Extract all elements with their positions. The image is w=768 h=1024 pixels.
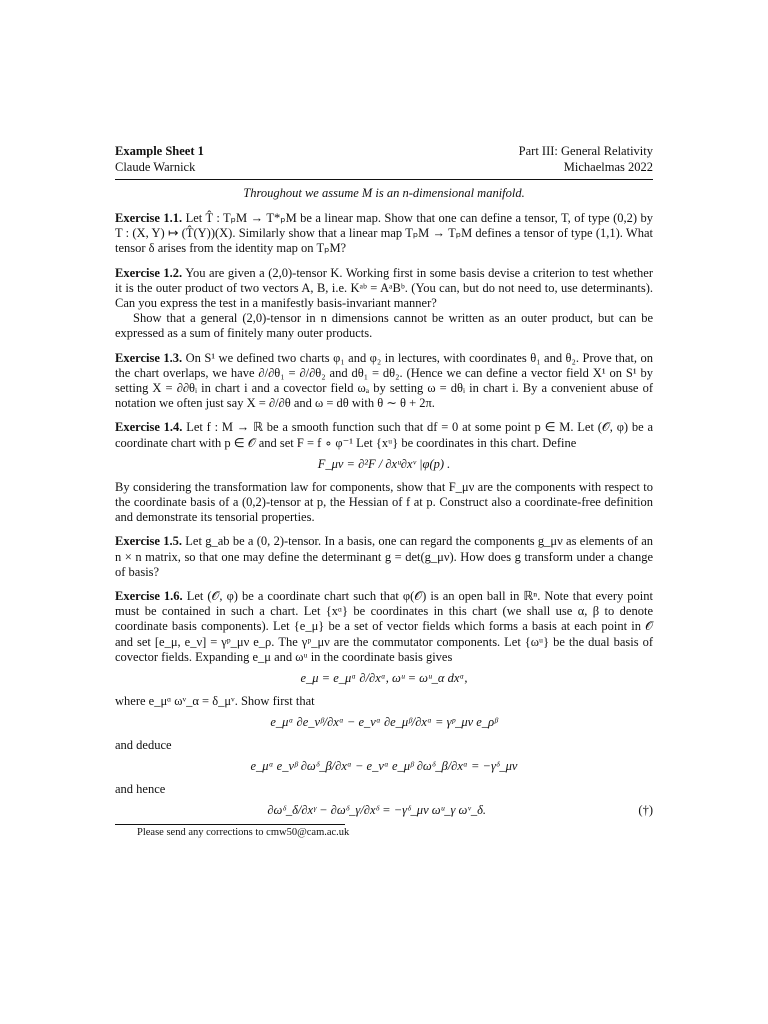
course-name: Part III: General Relativity: [518, 144, 653, 158]
equation-dual-commutator: e_μᵅ e_νᵝ ∂ωᵟ_β/∂xᵅ − e_νᵅ e_μᵝ ∂ωᵟ_β/∂xᵅ = −γᵟ_μν: [250, 759, 518, 774]
equation-dagger: [115, 803, 653, 818]
exercise-text: You are given a (2,0)-tensor K. Working first in some basis devise a criterion to test whether it is the outer product of two vectors A, B, i.e. Kᵃᵇ = AᵃBᵇ. (You can, but do not need to, use determinants). Can you express the test in a manifestly basis-invariant manner?: [115, 265, 653, 311]
header: [115, 143, 653, 175]
exercise-title: Exercise 1.1.: [115, 211, 183, 225]
exercise-title: Exercise 1.2.: [115, 265, 183, 280]
exercise-1-2: [115, 266, 653, 312]
header-rule: [115, 179, 653, 180]
sheet-title: Example Sheet 1: [115, 144, 204, 158]
term: Michaelmas 2022: [563, 160, 653, 174]
exercise-1-1: [115, 211, 653, 257]
exercise-title: Exercise 1.4.: [115, 420, 183, 435]
exercise-1-4-part2: By considering the transformation law for components, show that F_μν are the components with respect to the coordinate basis of a (0,2)-tensor at p, the Hessian of f at p. Construct also a coordinate-free definition and demonstrate its tensorial properties.: [115, 479, 653, 525]
exercise-1-4: [115, 420, 653, 450]
footnote-rule: [115, 824, 345, 825]
exercise-1-3: [115, 351, 653, 412]
exercise-text: Let (𝒪, φ) be a coordinate chart such that φ(𝒪) is an open ball in ℝⁿ. Note that every point must be contained in such a chart. Let {xᵅ} be coordinates in this chart (we shall use α, β to denote coordinate basis components). Let {e_μ} be a set of vector fields which forms a basis at each point in 𝒪 and set [e_μ, e_ν] = γᵖ_μν e_ρ. The γᵖ_μν are the commutator components. Let {ωᵘ} be the dual basis of covector fields. Expanding e_μ and ωᵘ in the coordinate basis gives: [115, 589, 653, 664]
exercise-text: On S¹ we defined two charts φ₁ and φ₂ in lectures, with coordinates θ₁ and θ₂. Prove that, on the chart overlaps, we have ∂/∂θ₁ = ∂/∂θ₂ and dθ₁ = dθ₂. (Hence we can define a vector field X¹ on S¹ by setting X = ∂∂θᵢ in chart i and a covector field ωₐ by setting ω = dθᵢ in chart i. By a convenient abuse of notation we often just say X = ∂/∂θ and ω = dθ with θ ∼ θ + 2π.: [115, 350, 653, 411]
exercise-text: Let g_ab be a (0, 2)-tensor. In a basis, one can regard the components g_μν as elements of an n × n matrix, so that one may define the determinant g = det(g_μν). How does g transform under a change of basis?: [115, 534, 654, 579]
exercise-text: Let f : M → ℝ be a smooth function such that df = 0 at some point p ∈ M. Let (𝒪, φ) be a coordinate chart with p ∈ 𝒪 and set F = f ∘ φ⁻¹ Let {xᵘ} be coordinates in this chart. Define: [115, 420, 653, 450]
exercise-1-5: [115, 534, 653, 580]
text-where: where e_μᵅ ωᵛ_α = δ_μᵛ. Show first that: [115, 694, 315, 709]
paper-page: [115, 143, 653, 838]
author: Claude Warnick: [115, 160, 196, 174]
text-hence: and hence: [115, 782, 166, 797]
text-deduce: and deduce: [115, 738, 172, 753]
exercise-text: Let T̂ : TₚM → T*ₚM be a linear map. Show that one can define a tensor, T, of type (0,2) by T : (X, Y) ↦ (T̂(Y))(X). Similarly show that a linear map TₚM → TₚM defines a tensor of type (1,1). What tensor δ arises from the identity map on TₚM?: [115, 211, 654, 256]
equation-dagger-body: ∂ωᵟ_δ/∂xᵞ − ∂ωᵟ_γ/∂xᵟ = −γᵟ_μν ωᵘ_γ ωᵛ_δ.: [267, 803, 487, 818]
exercise-title: Exercise 1.3.: [115, 350, 183, 365]
equation-hessian: F_μν = ∂²F / ∂xᵘ∂xᵛ |φ(p) .: [317, 456, 451, 471]
equation-tag: (†): [638, 803, 653, 818]
intro-text: Throughout we assume M is an n-dimensional manifold.: [243, 186, 525, 200]
exercise-title: Exercise 1.5.: [115, 534, 182, 549]
equation-commutator: e_μᵅ ∂e_νᵝ/∂xᵅ − e_νᵅ ∂e_μᵝ/∂xᵅ = γᵖ_μν e_ρᵝ: [270, 715, 498, 730]
exercise-title: Exercise 1.6.: [115, 589, 183, 604]
footnote: Please send any corrections to cmw50@cam.ac.uk: [137, 827, 350, 839]
exercise-1-2-part2: Show that a general (2,0)-tensor in n dimensions cannot be written as an outer product, but can be expressed as a sum of finitely many outer products.: [115, 311, 653, 341]
equation-basis-expansion: e_μ = e_μᵅ ∂/∂xᵅ, ωᵘ = ωᵘ_α dxᵅ,: [300, 671, 468, 686]
exercise-1-6: [115, 589, 653, 665]
